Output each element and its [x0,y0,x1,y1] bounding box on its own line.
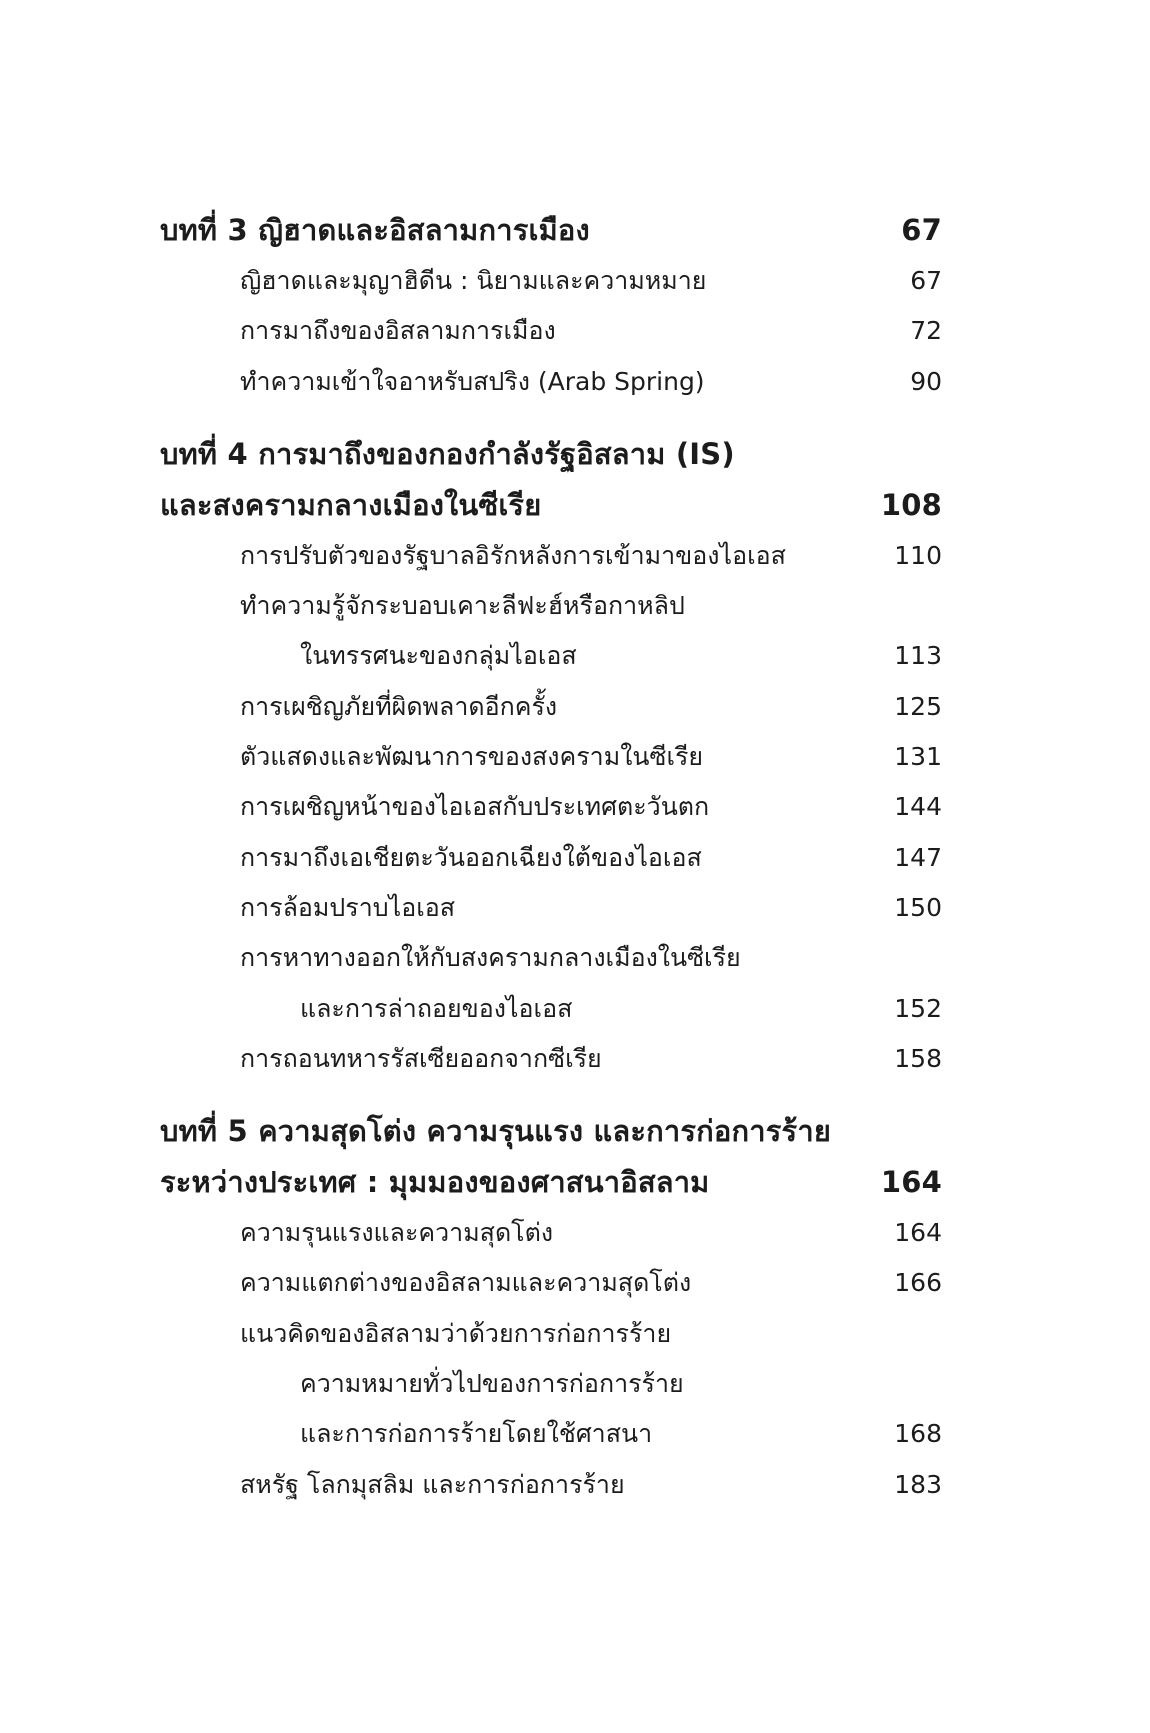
toc-entry[interactable] [160,1460,942,1510]
chapter-title-line-2: ระหว่างประเทศ : มุมมองของศาสนาอิสลาม [160,1165,710,1200]
entry-page-number: 164 [894,1218,942,1248]
entry-title: สหรัฐ โลกมุสลิม และการก่อการร้าย [240,1469,625,1499]
entry-title[interactable]: แนวคิดของอิสลามว่าด้วยการก่อการร้าย [240,1318,672,1348]
sub-entry-title-line-1[interactable]: ความหมายทั่วไปของการก่อการร้าย [300,1369,684,1399]
chapter-5 [160,1106,942,1510]
toc-entry[interactable] [160,984,942,1034]
entry-title-line-2: ในทรรศนะของกลุ่มไอเอส [300,641,577,671]
entry-page-number: 72 [910,316,942,346]
toc-entry[interactable] [160,883,942,933]
entry-title: การมาถึงเอเชียตะวันออกเฉียงใต้ของไอเอส [240,842,702,872]
entry-page-number: 90 [910,366,942,396]
toc-entry[interactable] [160,357,942,407]
toc-entry[interactable] [160,256,942,306]
toc-entry[interactable] [160,682,942,732]
table-of-contents [160,205,942,1532]
entry-title: ตัวแสดงและพัฒนาการของสงครามในซีเรีย [240,742,704,772]
chapter-4 [160,429,942,1084]
entry-title: การปรับตัวของรัฐบาลอิรักหลังการเข้ามาของไอเอส [240,540,786,570]
toc-entry[interactable] [160,631,942,681]
entry-title-line-2: และการล่าถอยของไอเอส [300,993,573,1023]
entry-title: ความแตกต่างของอิสลามและความสุดโต่ง [240,1268,692,1298]
chapter-5-heading[interactable] [160,1157,942,1208]
entry-page-number: 150 [894,892,942,922]
chapter-3 [160,205,942,407]
entry-title: การล้อมปราบไอเอส [240,892,456,922]
entry-title: ญิฮาดและมุญาฮิดีน : นิยามและความหมาย [240,266,707,295]
chapter-title-line-1[interactable]: บทที่ 4 การมาถึงของกองกำลังรัฐอิสลาม (IS) [160,436,735,471]
toc-entry[interactable] [160,1034,942,1084]
entry-page-number: 183 [894,1469,942,1499]
sub-entry-title-line-2: และการก่อการร้ายโดยใช้ศาสนา [300,1419,653,1449]
entry-page-number: 67 [910,266,942,295]
toc-entry[interactable] [160,782,942,832]
chapter-3-heading[interactable] [160,205,942,256]
entry-title-line-1[interactable]: ทำความรู้จักระบอบเคาะลีฟะฮ์หรือกาหลิป [240,591,685,621]
entry-page-number: 144 [894,792,942,822]
entry-page-number: 110 [894,540,942,570]
entry-title: การเผชิญหน้าของไอเอสกับประเทศตะวันตก [240,792,710,822]
entry-title: การมาถึงของอิสลามการเมือง [240,316,556,346]
entry-title: ทำความเข้าใจอาหรับสปริง (Arab Spring) [240,366,705,396]
entry-page-number: 158 [894,1043,942,1073]
toc-entry[interactable] [160,833,942,883]
toc-entry[interactable] [160,531,942,581]
toc-entry[interactable] [160,732,942,782]
entry-page-number: 152 [894,993,942,1023]
chapter-title: บทที่ 3 ญิฮาดและอิสลามการเมือง [160,213,590,247]
entry-title: ความรุนแรงและความสุดโต่ง [240,1218,554,1248]
toc-entry[interactable] [160,1208,942,1258]
chapter-page-number: 108 [880,487,942,522]
entry-page-number: 125 [894,691,942,721]
chapter-title-line-2: และสงครามกลางเมืองในซีเรีย [160,487,542,522]
entry-page-number: 131 [894,742,942,772]
entry-page-number: 113 [894,641,942,671]
toc-entry[interactable] [160,1258,942,1308]
chapter-page-number: 164 [880,1165,942,1200]
entry-page-number: 166 [894,1268,942,1298]
entry-page-number: 147 [894,842,942,872]
entry-title-line-1[interactable]: การหาทางออกให้กับสงครามกลางเมืองในซีเรีย [240,943,741,973]
toc-entry[interactable] [160,1409,942,1459]
entry-title: การถอนทหารรัสเซียออกจากซีเรีย [240,1043,602,1073]
chapter-title-line-1[interactable]: บทที่ 5 ความสุดโต่ง ความรุนแรง และการก่อการร้าย [160,1114,832,1149]
chapter-4-heading[interactable] [160,480,942,531]
toc-entry[interactable] [160,306,942,356]
entry-page-number: 168 [894,1419,942,1449]
chapter-page-number: 67 [901,213,942,247]
entry-title: การเผชิญภัยที่ผิดพลาดอีกครั้ง [240,691,558,721]
